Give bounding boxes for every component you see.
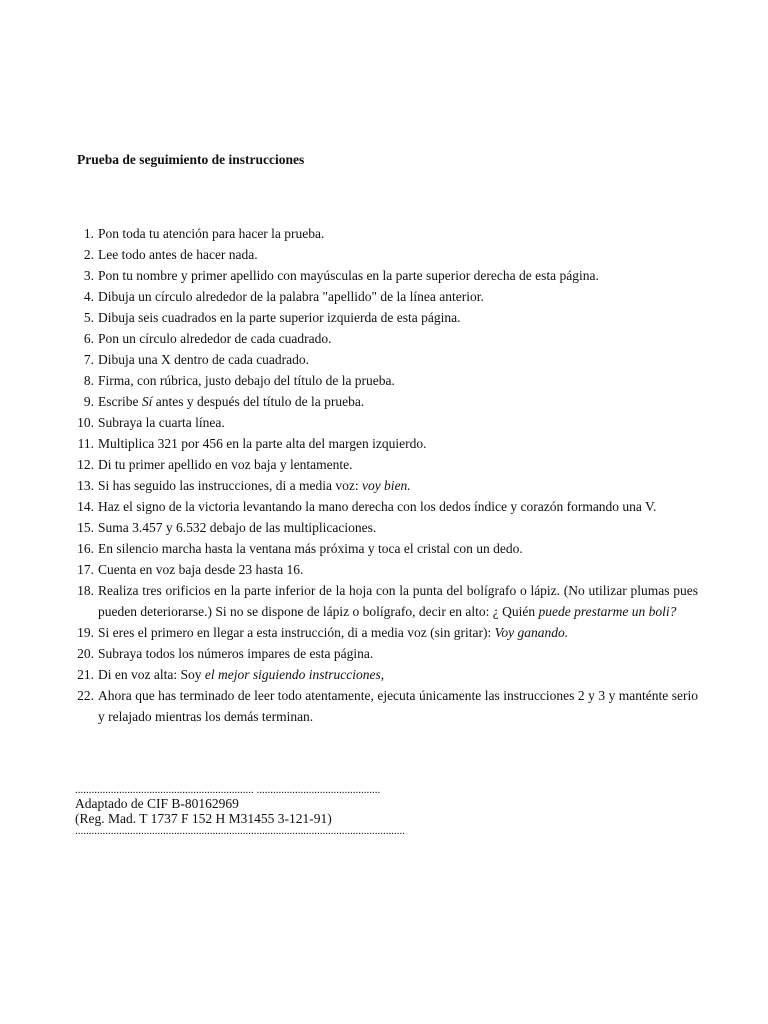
instruction-text: [98, 412, 698, 433]
instruction-text-segment: Pon un círculo alrededor de cada cuadrado.: [98, 331, 332, 346]
instruction-text-segment: Firma, con rúbrica, justo debajo del título de la prueba.: [98, 373, 395, 388]
instruction-item: [72, 223, 698, 244]
instruction-item: [72, 538, 698, 559]
instruction-text-italic: Voy ganando.: [494, 625, 569, 640]
instruction-item: [72, 244, 698, 265]
instruction-text-segment: Cuenta en voz baja desde 23 hasta 16.: [98, 562, 304, 577]
instruction-number: 21.: [77, 667, 94, 682]
instruction-text: [98, 643, 698, 664]
instruction-text: [98, 265, 698, 286]
instruction-item: [72, 622, 698, 643]
instruction-text-segment: Di en voz alta: Soy: [98, 667, 205, 682]
dotted-rule-bottom: ........................................................................................................................: [75, 825, 405, 837]
instruction-text-segment: Si eres el primero en llegar a esta instrucción, di a media voz (sin gritar):: [98, 625, 495, 640]
instruction-text: [98, 475, 698, 496]
instruction-item: [72, 286, 698, 307]
instruction-number: 22.: [77, 688, 94, 703]
instruction-item: [72, 265, 698, 286]
instruction-text: [98, 664, 698, 685]
instruction-item: [72, 454, 698, 475]
instruction-text: [98, 223, 698, 244]
instruction-text: [98, 286, 698, 307]
instruction-number: 14.: [77, 499, 94, 514]
instruction-number: 8.: [83, 373, 94, 388]
instruction-number: 7.: [83, 352, 94, 367]
instruction-item: [72, 433, 698, 454]
instruction-text-segment: Si has seguido las instrucciones, di a media voz:: [98, 478, 362, 493]
footer-line-1: Adaptado de CIF B-80162969: [75, 796, 239, 811]
instruction-number: 13.: [77, 478, 94, 493]
instruction-text-segment: Pon tu nombre y primer apellido con mayúsculas en la parte superior derecha de esta página.: [98, 268, 599, 283]
instruction-number: 16.: [77, 541, 94, 556]
instruction-item: [72, 685, 698, 727]
instruction-text: [98, 391, 698, 412]
instruction-number: 12.: [77, 457, 94, 472]
instruction-text-segment: En silencio marcha hasta la ventana más próxima y toca el cristal con un dedo.: [98, 541, 523, 556]
instruction-number: 3.: [83, 268, 94, 283]
instruction-item: [72, 664, 698, 685]
instruction-item: [72, 349, 698, 370]
instruction-text-italic: el mejor siguiendo instrucciones,: [204, 667, 385, 682]
instruction-item: [72, 412, 698, 433]
instruction-text: [98, 370, 698, 391]
instruction-text: [98, 454, 698, 475]
instruction-item: [72, 328, 698, 349]
instruction-number: 10.: [77, 415, 94, 430]
instruction-list: [72, 223, 698, 727]
instruction-text: [98, 349, 698, 370]
instruction-number: 19.: [77, 625, 94, 640]
instruction-text-segment: Multiplica 321 por 456 en la parte alta del margen izquierdo.: [98, 436, 427, 451]
instruction-number: 9.: [83, 394, 94, 409]
instruction-text-segment: Pon toda tu atención para hacer la prueba.: [98, 226, 325, 241]
instruction-text-segment: Haz el signo de la victoria levantando la mano derecha con los dedos índice y corazón formando una V.: [98, 499, 657, 514]
instruction-text-segment: Subraya la cuarta línea.: [98, 415, 225, 430]
instruction-text-segment: Di tu primer apellido en voz baja y lentamente.: [98, 457, 353, 472]
instruction-number: 11.: [77, 436, 94, 451]
instruction-number: 15.: [77, 520, 94, 535]
instruction-text: [98, 307, 698, 328]
footer-line-2: (Reg. Mad. T 1737 F 152 H M31455 3-121-91): [75, 811, 332, 826]
instruction-item: [72, 391, 698, 412]
instruction-text: [98, 580, 698, 622]
instruction-item: [72, 307, 698, 328]
instruction-text: [98, 685, 698, 727]
instruction-text: [98, 244, 698, 265]
instruction-number: 5.: [83, 310, 94, 325]
dotted-rule-top: ................................................................. .............................................: [75, 784, 381, 796]
instruction-text-segment: Dibuja seis cuadrados en la parte superior izquierda de esta página.: [98, 310, 461, 325]
instruction-text-segment: Lee todo antes de hacer nada.: [98, 247, 258, 262]
instruction-text: [98, 328, 698, 349]
instruction-number: 2.: [83, 247, 94, 262]
instruction-text-italic: voy bien.: [361, 478, 411, 493]
instruction-item: [72, 559, 698, 580]
instruction-text-segment: Subraya todos los números impares de esta página.: [98, 646, 374, 661]
instruction-item: [72, 517, 698, 538]
instruction-text-segment: Dibuja una X dentro de cada cuadrado.: [98, 352, 310, 367]
instruction-number: 1.: [83, 226, 94, 241]
instruction-number: 4.: [83, 289, 94, 304]
instruction-text-segment: Suma 3.457 y 6.532 debajo de las multiplicaciones.: [98, 520, 377, 535]
instruction-number: 18.: [77, 583, 94, 598]
instruction-text: [98, 496, 698, 517]
document-title: Prueba de seguimiento de instrucciones: [77, 152, 305, 167]
instruction-text-segment: Ahora que has terminado de leer todo atentamente, ejecuta únicamente las instrucciones 2 y 3 y manténte serio y relajado mientras los demás terminan.: [98, 688, 698, 724]
instruction-text-segment: antes y después del título de la prueba.: [152, 394, 365, 409]
instruction-text: [98, 559, 698, 580]
instruction-item: [72, 580, 698, 622]
instruction-text-segment: Escribe: [98, 394, 142, 409]
instruction-number: 6.: [83, 331, 94, 346]
instruction-text-italic: Sí: [141, 394, 153, 409]
instruction-item: [72, 643, 698, 664]
instruction-number: 17.: [77, 562, 94, 577]
instruction-text-segment: Dibuja un círculo alrededor de la palabra "apellido" de la línea anterior.: [98, 289, 484, 304]
footer-note: [75, 785, 405, 837]
instruction-text: [98, 538, 698, 559]
instruction-text-segment: Realiza tres orificios en la parte inferior de la hoja con la punta del bolígrafo o lápiz. (No utilizar plumas pues pueden deteriorarse.) Si no se dispone de lápiz o bolígrafo, decir en alto: ¿ Quién: [98, 583, 698, 619]
instruction-text: [98, 622, 698, 643]
instruction-text: [98, 433, 698, 454]
instruction-text: [98, 517, 698, 538]
instruction-item: [72, 370, 698, 391]
instruction-number: 20.: [77, 646, 94, 661]
instruction-text-italic: puede prestarme un boli?: [538, 604, 677, 619]
instruction-item: [72, 475, 698, 496]
instruction-item: [72, 496, 698, 517]
